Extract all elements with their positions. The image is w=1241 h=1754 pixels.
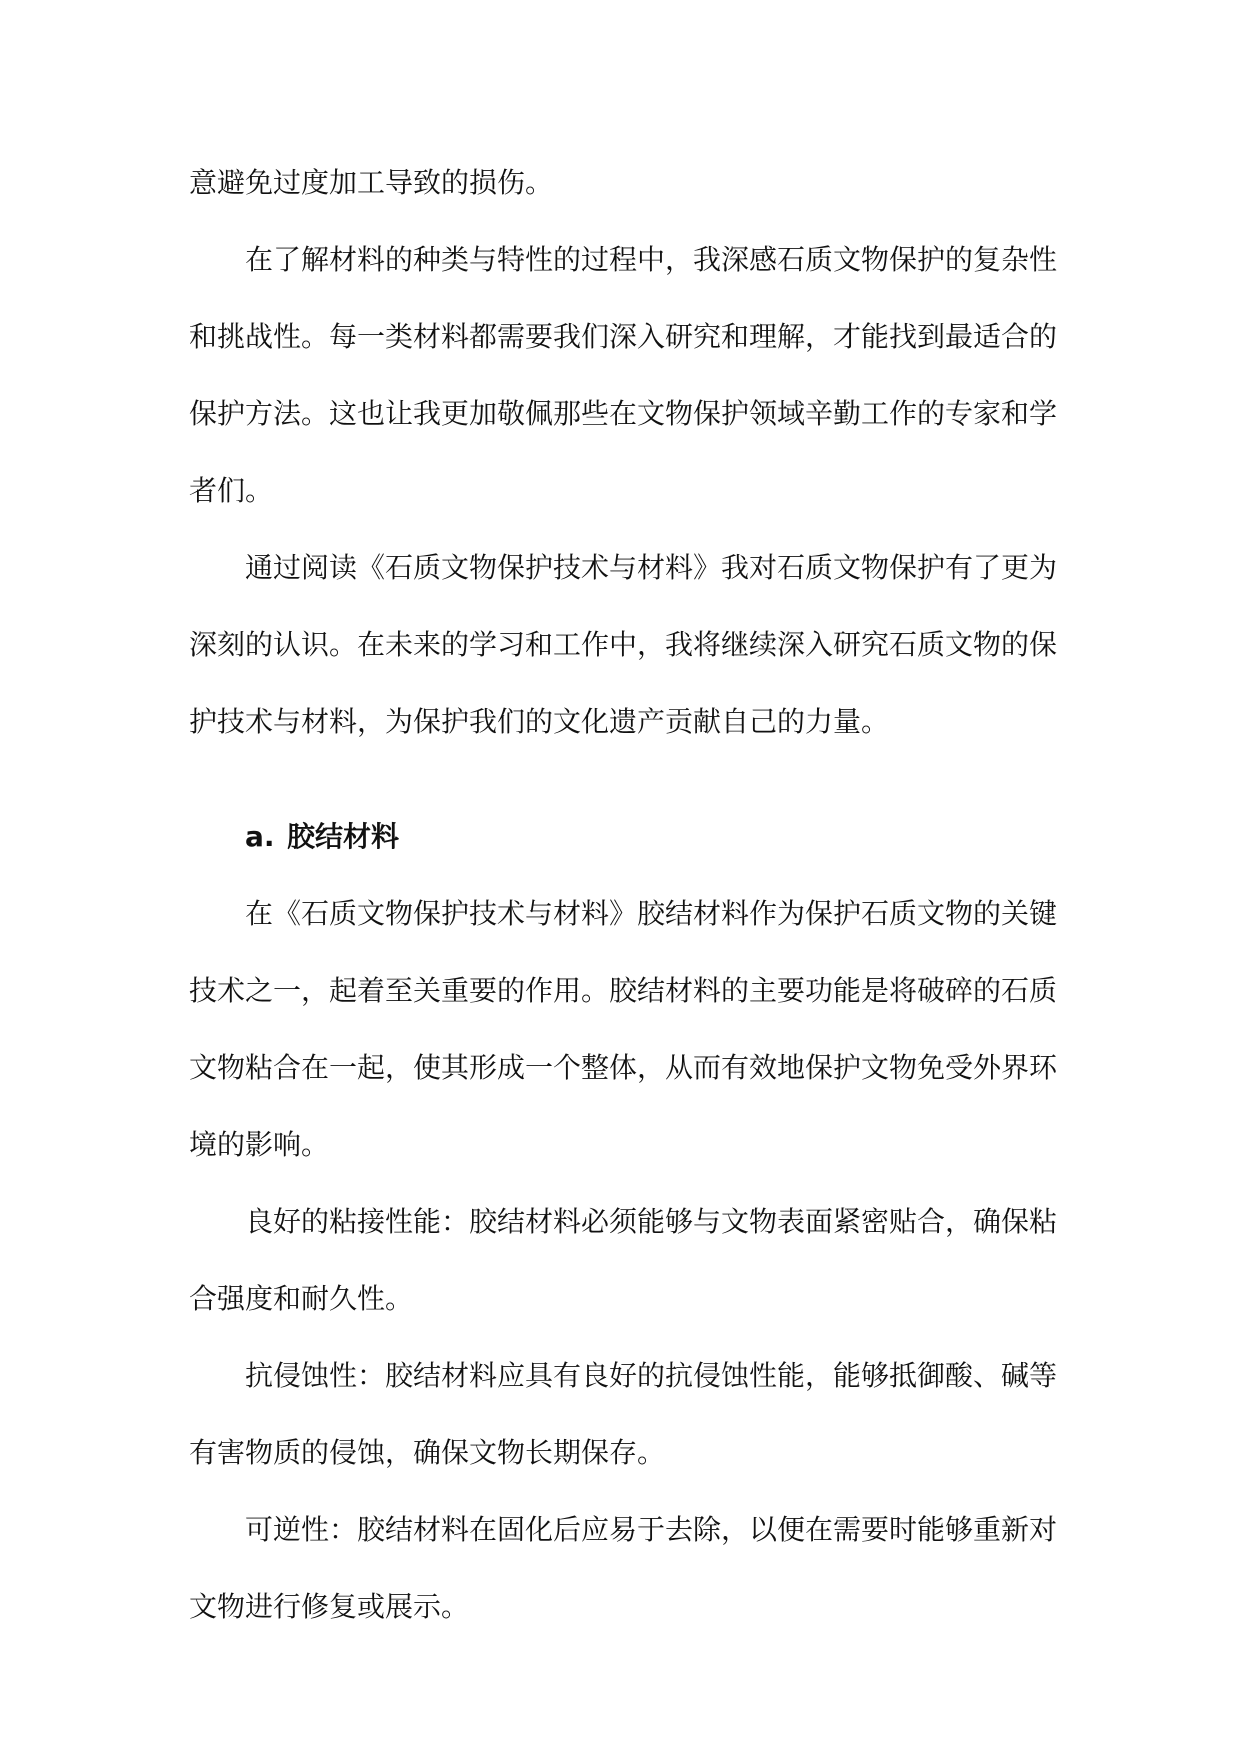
paragraph-intro-binding-materials: 在《石质文物保护技术与材料》胶结材料作为保护石质文物的关键技术之一，起着至关重要的作用。胶结材料的主要功能是将破碎的石质文物粘合在一起，使其形成一个整体，从而有效地保护文物免受外界环境的影响。 [189, 897, 1058, 1161]
section-heading-title: 胶结材料 [287, 820, 400, 853]
section-heading [189, 798, 1057, 875]
section-heading-marker: a. [245, 820, 275, 853]
paragraph-erosion-resistance: 抗侵蚀性：胶结材料应具有良好的抗侵蚀性能，能够抵御酸、碱等有害物质的侵蚀，确保文物长期保存。 [189, 1359, 1058, 1469]
paragraph-reflection: 在了解材料的种类与特性的过程中，我深感石质文物保护的复杂性和挑战性。每一类材料都需要我们深入研究和理解，才能找到最适合的保护方法。这也让我更加敬佩那些在文物保护领域辛勤工作的专家和学者们。 [189, 243, 1058, 507]
paragraph-reversibility: 可逆性：胶结材料在固化后应易于去除，以便在需要时能够重新对文物进行修复或展示。 [189, 1513, 1058, 1623]
paragraph-adhesion-property: 良好的粘接性能：胶结材料必须能够与文物表面紧密贴合，确保粘合强度和耐久性。 [189, 1205, 1058, 1315]
paragraph-continuation: 意避免过度加工导致的损伤。 [189, 166, 554, 199]
paragraph-conclusion: 通过阅读《石质文物保护技术与材料》我对石质文物保护有了更为深刻的认识。在未来的学习和工作中，我将继续深入研究石质文物的保护技术与材料，为保护我们的文化遗产贡献自己的力量。 [189, 551, 1058, 738]
document-body [189, 144, 1057, 1645]
